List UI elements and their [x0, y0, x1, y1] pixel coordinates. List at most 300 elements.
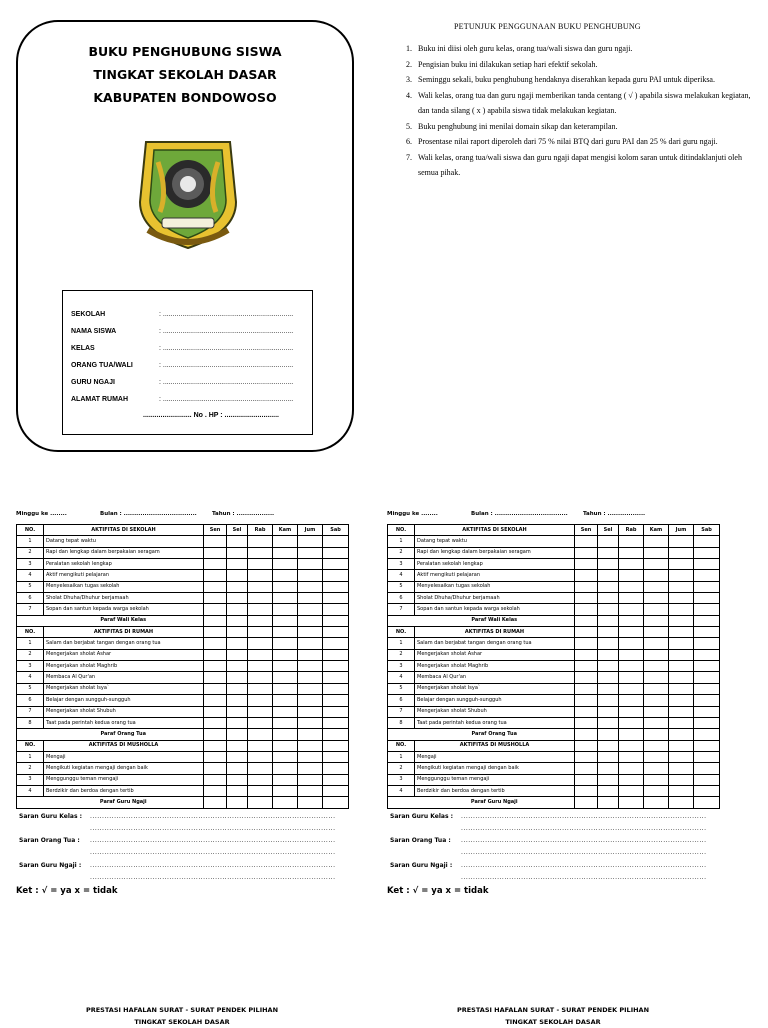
signature-cell[interactable]	[644, 797, 669, 808]
check-cell[interactable]	[598, 593, 619, 604]
check-cell[interactable]	[273, 627, 298, 638]
check-cell[interactable]	[619, 570, 644, 581]
check-cell[interactable]	[598, 604, 619, 615]
check-cell[interactable]	[694, 593, 720, 604]
check-cell[interactable]	[323, 774, 349, 785]
check-cell[interactable]	[298, 774, 323, 785]
check-cell[interactable]	[598, 774, 619, 785]
check-cell[interactable]	[248, 774, 273, 785]
check-cell[interactable]	[575, 661, 598, 672]
check-cell[interactable]	[248, 751, 273, 762]
check-cell[interactable]	[644, 581, 669, 592]
signature-cell[interactable]	[298, 797, 323, 808]
check-cell[interactable]	[619, 695, 644, 706]
check-cell[interactable]	[669, 604, 694, 615]
check-cell[interactable]	[669, 661, 694, 672]
check-cell[interactable]	[575, 695, 598, 706]
check-cell[interactable]	[248, 638, 273, 649]
check-cell[interactable]	[204, 785, 227, 796]
check-cell[interactable]	[204, 570, 227, 581]
check-cell[interactable]	[644, 717, 669, 728]
check-cell[interactable]	[298, 649, 323, 660]
saran-guru-kelas-input[interactable]: ......................................................................................................	[461, 812, 707, 820]
saran-guru-ngaji-input[interactable]: ......................................................................................................	[90, 861, 336, 869]
check-cell[interactable]	[575, 706, 598, 717]
kelas-field[interactable]: : ...................................................................	[159, 345, 294, 352]
check-cell[interactable]	[323, 547, 349, 558]
signature-cell[interactable]	[669, 615, 694, 626]
check-cell[interactable]	[669, 638, 694, 649]
check-cell[interactable]	[273, 717, 298, 728]
signature-cell[interactable]	[644, 615, 669, 626]
check-cell[interactable]	[227, 536, 248, 547]
check-cell[interactable]	[669, 751, 694, 762]
check-cell[interactable]	[598, 649, 619, 660]
check-cell[interactable]	[273, 661, 298, 672]
check-cell[interactable]	[598, 706, 619, 717]
saran-orang-tua-input-2[interactable]: ......................................................................................................	[90, 848, 336, 856]
check-cell[interactable]	[619, 638, 644, 649]
check-cell[interactable]	[273, 547, 298, 558]
orang-tua-field[interactable]: : ...................................................................	[159, 362, 294, 369]
check-cell[interactable]	[204, 547, 227, 558]
check-cell[interactable]	[575, 649, 598, 660]
check-cell[interactable]	[204, 751, 227, 762]
check-cell[interactable]	[575, 672, 598, 683]
saran-guru-kelas-input-2[interactable]: ......................................................................................................	[90, 824, 336, 832]
check-cell[interactable]	[669, 547, 694, 558]
signature-cell[interactable]	[323, 797, 349, 808]
check-cell[interactable]	[298, 547, 323, 558]
check-cell[interactable]	[644, 785, 669, 796]
check-cell[interactable]	[694, 661, 720, 672]
signature-cell[interactable]	[598, 797, 619, 808]
check-cell[interactable]	[248, 785, 273, 796]
signature-cell[interactable]	[248, 797, 273, 808]
check-cell[interactable]	[694, 547, 720, 558]
check-cell[interactable]	[694, 763, 720, 774]
check-cell[interactable]	[248, 649, 273, 660]
check-cell[interactable]	[644, 661, 669, 672]
check-cell[interactable]	[598, 547, 619, 558]
check-cell[interactable]	[598, 717, 619, 728]
check-cell[interactable]	[273, 638, 298, 649]
check-cell[interactable]	[204, 763, 227, 774]
check-cell[interactable]	[575, 593, 598, 604]
check-cell[interactable]	[669, 683, 694, 694]
check-cell[interactable]	[669, 627, 694, 638]
check-cell[interactable]	[575, 536, 598, 547]
check-cell[interactable]	[227, 559, 248, 570]
signature-cell[interactable]	[227, 729, 248, 740]
check-cell[interactable]	[644, 559, 669, 570]
check-cell[interactable]	[298, 627, 323, 638]
signature-cell[interactable]	[694, 615, 720, 626]
check-cell[interactable]	[598, 581, 619, 592]
check-cell[interactable]	[694, 695, 720, 706]
check-cell[interactable]	[694, 740, 720, 751]
saran-guru-ngaji-input-2[interactable]: ......................................................................................................	[90, 873, 336, 881]
check-cell[interactable]	[248, 717, 273, 728]
check-cell[interactable]	[298, 785, 323, 796]
check-cell[interactable]	[598, 570, 619, 581]
check-cell[interactable]	[273, 536, 298, 547]
check-cell[interactable]	[298, 570, 323, 581]
check-cell[interactable]	[227, 751, 248, 762]
saran-orang-tua-input[interactable]: ......................................................................................................	[90, 836, 336, 844]
check-cell[interactable]	[669, 593, 694, 604]
check-cell[interactable]	[298, 661, 323, 672]
check-cell[interactable]	[248, 604, 273, 615]
check-cell[interactable]	[248, 740, 273, 751]
check-cell[interactable]	[204, 695, 227, 706]
check-cell[interactable]	[323, 717, 349, 728]
check-cell[interactable]	[694, 559, 720, 570]
check-cell[interactable]	[204, 683, 227, 694]
check-cell[interactable]	[619, 604, 644, 615]
check-cell[interactable]	[323, 763, 349, 774]
signature-cell[interactable]	[204, 729, 227, 740]
signature-cell[interactable]	[323, 615, 349, 626]
check-cell[interactable]	[227, 593, 248, 604]
check-cell[interactable]	[248, 581, 273, 592]
check-cell[interactable]	[248, 536, 273, 547]
check-cell[interactable]	[644, 649, 669, 660]
check-cell[interactable]	[669, 536, 694, 547]
signature-cell[interactable]	[619, 797, 644, 808]
check-cell[interactable]	[619, 547, 644, 558]
signature-cell[interactable]	[575, 797, 598, 808]
check-cell[interactable]	[204, 706, 227, 717]
check-cell[interactable]	[644, 570, 669, 581]
signature-cell[interactable]	[227, 615, 248, 626]
check-cell[interactable]	[204, 638, 227, 649]
check-cell[interactable]	[575, 785, 598, 796]
check-cell[interactable]	[323, 695, 349, 706]
alamat-field[interactable]: : ...................................................................	[159, 396, 294, 403]
check-cell[interactable]	[204, 717, 227, 728]
check-cell[interactable]	[248, 627, 273, 638]
check-cell[interactable]	[575, 604, 598, 615]
check-cell[interactable]	[248, 559, 273, 570]
saran-orang-tua-input[interactable]: ......................................................................................................	[461, 836, 707, 844]
signature-cell[interactable]	[694, 797, 720, 808]
check-cell[interactable]	[575, 581, 598, 592]
check-cell[interactable]	[694, 751, 720, 762]
check-cell[interactable]	[644, 638, 669, 649]
check-cell[interactable]	[273, 649, 298, 660]
check-cell[interactable]	[273, 593, 298, 604]
check-cell[interactable]	[323, 604, 349, 615]
check-cell[interactable]	[575, 763, 598, 774]
signature-cell[interactable]	[694, 729, 720, 740]
check-cell[interactable]	[575, 717, 598, 728]
check-cell[interactable]	[575, 559, 598, 570]
check-cell[interactable]	[619, 751, 644, 762]
check-cell[interactable]	[227, 740, 248, 751]
check-cell[interactable]	[619, 683, 644, 694]
check-cell[interactable]	[598, 740, 619, 751]
sekolah-field[interactable]: : ...................................................................	[159, 311, 294, 318]
check-cell[interactable]	[644, 774, 669, 785]
signature-cell[interactable]	[598, 729, 619, 740]
signature-cell[interactable]	[669, 797, 694, 808]
check-cell[interactable]	[298, 581, 323, 592]
check-cell[interactable]	[669, 581, 694, 592]
saran-guru-ngaji-input[interactable]: ......................................................................................................	[461, 861, 707, 869]
check-cell[interactable]	[598, 627, 619, 638]
signature-cell[interactable]	[204, 615, 227, 626]
check-cell[interactable]	[204, 649, 227, 660]
check-cell[interactable]	[204, 627, 227, 638]
check-cell[interactable]	[669, 706, 694, 717]
check-cell[interactable]	[619, 649, 644, 660]
check-cell[interactable]	[644, 593, 669, 604]
check-cell[interactable]	[204, 604, 227, 615]
check-cell[interactable]	[248, 570, 273, 581]
check-cell[interactable]	[227, 717, 248, 728]
check-cell[interactable]	[598, 672, 619, 683]
check-cell[interactable]	[227, 627, 248, 638]
signature-cell[interactable]	[619, 729, 644, 740]
check-cell[interactable]	[273, 706, 298, 717]
check-cell[interactable]	[644, 751, 669, 762]
signature-cell[interactable]	[598, 615, 619, 626]
check-cell[interactable]	[619, 536, 644, 547]
check-cell[interactable]	[248, 672, 273, 683]
check-cell[interactable]	[694, 785, 720, 796]
check-cell[interactable]	[323, 706, 349, 717]
check-cell[interactable]	[644, 672, 669, 683]
check-cell[interactable]	[273, 581, 298, 592]
check-cell[interactable]	[298, 604, 323, 615]
check-cell[interactable]	[273, 683, 298, 694]
check-cell[interactable]	[669, 559, 694, 570]
check-cell[interactable]	[323, 649, 349, 660]
check-cell[interactable]	[227, 649, 248, 660]
check-cell[interactable]	[323, 570, 349, 581]
check-cell[interactable]	[227, 695, 248, 706]
check-cell[interactable]	[575, 740, 598, 751]
saran-guru-kelas-input[interactable]: ......................................................................................................	[90, 812, 336, 820]
check-cell[interactable]	[227, 672, 248, 683]
signature-cell[interactable]	[575, 615, 598, 626]
signature-cell[interactable]	[298, 615, 323, 626]
check-cell[interactable]	[227, 706, 248, 717]
check-cell[interactable]	[248, 683, 273, 694]
check-cell[interactable]	[598, 661, 619, 672]
check-cell[interactable]	[644, 547, 669, 558]
check-cell[interactable]	[323, 638, 349, 649]
check-cell[interactable]	[273, 570, 298, 581]
check-cell[interactable]	[669, 570, 694, 581]
check-cell[interactable]	[644, 627, 669, 638]
check-cell[interactable]	[273, 785, 298, 796]
check-cell[interactable]	[227, 638, 248, 649]
check-cell[interactable]	[598, 536, 619, 547]
saran-guru-kelas-input-2[interactable]: ......................................................................................................	[461, 824, 707, 832]
check-cell[interactable]	[227, 581, 248, 592]
check-cell[interactable]	[298, 672, 323, 683]
check-cell[interactable]	[598, 683, 619, 694]
check-cell[interactable]	[619, 559, 644, 570]
hp-field[interactable]: ......................... No . HP : ............................	[143, 412, 280, 419]
check-cell[interactable]	[204, 672, 227, 683]
check-cell[interactable]	[323, 559, 349, 570]
check-cell[interactable]	[248, 763, 273, 774]
check-cell[interactable]	[619, 593, 644, 604]
check-cell[interactable]	[273, 559, 298, 570]
check-cell[interactable]	[598, 559, 619, 570]
check-cell[interactable]	[644, 740, 669, 751]
check-cell[interactable]	[323, 661, 349, 672]
check-cell[interactable]	[204, 740, 227, 751]
check-cell[interactable]	[694, 717, 720, 728]
check-cell[interactable]	[644, 683, 669, 694]
check-cell[interactable]	[204, 774, 227, 785]
check-cell[interactable]	[227, 785, 248, 796]
check-cell[interactable]	[694, 604, 720, 615]
check-cell[interactable]	[619, 661, 644, 672]
check-cell[interactable]	[694, 683, 720, 694]
check-cell[interactable]	[575, 774, 598, 785]
check-cell[interactable]	[619, 763, 644, 774]
check-cell[interactable]	[694, 627, 720, 638]
check-cell[interactable]	[669, 695, 694, 706]
signature-cell[interactable]	[644, 729, 669, 740]
check-cell[interactable]	[248, 661, 273, 672]
check-cell[interactable]	[323, 536, 349, 547]
check-cell[interactable]	[694, 774, 720, 785]
check-cell[interactable]	[669, 717, 694, 728]
check-cell[interactable]	[644, 695, 669, 706]
check-cell[interactable]	[323, 581, 349, 592]
check-cell[interactable]	[575, 751, 598, 762]
check-cell[interactable]	[298, 751, 323, 762]
check-cell[interactable]	[669, 672, 694, 683]
check-cell[interactable]	[598, 763, 619, 774]
check-cell[interactable]	[204, 581, 227, 592]
check-cell[interactable]	[575, 638, 598, 649]
check-cell[interactable]	[204, 661, 227, 672]
check-cell[interactable]	[323, 627, 349, 638]
check-cell[interactable]	[694, 672, 720, 683]
check-cell[interactable]	[248, 547, 273, 558]
check-cell[interactable]	[323, 593, 349, 604]
check-cell[interactable]	[669, 785, 694, 796]
check-cell[interactable]	[669, 763, 694, 774]
signature-cell[interactable]	[227, 797, 248, 808]
signature-cell[interactable]	[273, 797, 298, 808]
check-cell[interactable]	[227, 661, 248, 672]
check-cell[interactable]	[298, 683, 323, 694]
check-cell[interactable]	[248, 695, 273, 706]
check-cell[interactable]	[323, 785, 349, 796]
check-cell[interactable]	[227, 570, 248, 581]
check-cell[interactable]	[204, 593, 227, 604]
check-cell[interactable]	[644, 706, 669, 717]
check-cell[interactable]	[575, 683, 598, 694]
signature-cell[interactable]	[204, 797, 227, 808]
check-cell[interactable]	[694, 706, 720, 717]
check-cell[interactable]	[644, 763, 669, 774]
check-cell[interactable]	[644, 536, 669, 547]
check-cell[interactable]	[298, 763, 323, 774]
check-cell[interactable]	[669, 649, 694, 660]
check-cell[interactable]	[273, 774, 298, 785]
check-cell[interactable]	[598, 695, 619, 706]
check-cell[interactable]	[598, 638, 619, 649]
check-cell[interactable]	[575, 547, 598, 558]
check-cell[interactable]	[694, 536, 720, 547]
check-cell[interactable]	[694, 581, 720, 592]
check-cell[interactable]	[227, 774, 248, 785]
check-cell[interactable]	[323, 751, 349, 762]
check-cell[interactable]	[273, 672, 298, 683]
check-cell[interactable]	[204, 536, 227, 547]
check-cell[interactable]	[575, 627, 598, 638]
check-cell[interactable]	[298, 593, 323, 604]
check-cell[interactable]	[323, 672, 349, 683]
check-cell[interactable]	[619, 627, 644, 638]
saran-orang-tua-input-2[interactable]: ......................................................................................................	[461, 848, 707, 856]
check-cell[interactable]	[619, 717, 644, 728]
check-cell[interactable]	[227, 604, 248, 615]
check-cell[interactable]	[273, 751, 298, 762]
check-cell[interactable]	[248, 593, 273, 604]
check-cell[interactable]	[644, 604, 669, 615]
signature-cell[interactable]	[619, 615, 644, 626]
check-cell[interactable]	[575, 570, 598, 581]
signature-cell[interactable]	[575, 729, 598, 740]
signature-cell[interactable]	[273, 729, 298, 740]
check-cell[interactable]	[298, 695, 323, 706]
check-cell[interactable]	[598, 751, 619, 762]
saran-guru-ngaji-input-2[interactable]: ......................................................................................................	[461, 873, 707, 881]
check-cell[interactable]	[619, 672, 644, 683]
signature-cell[interactable]	[323, 729, 349, 740]
check-cell[interactable]	[669, 774, 694, 785]
check-cell[interactable]	[298, 740, 323, 751]
check-cell[interactable]	[619, 774, 644, 785]
check-cell[interactable]	[298, 717, 323, 728]
check-cell[interactable]	[273, 604, 298, 615]
signature-cell[interactable]	[273, 615, 298, 626]
signature-cell[interactable]	[248, 615, 273, 626]
check-cell[interactable]	[273, 695, 298, 706]
check-cell[interactable]	[694, 638, 720, 649]
signature-cell[interactable]	[298, 729, 323, 740]
check-cell[interactable]	[598, 785, 619, 796]
signature-cell[interactable]	[669, 729, 694, 740]
check-cell[interactable]	[273, 740, 298, 751]
check-cell[interactable]	[323, 683, 349, 694]
guru-ngaji-field[interactable]: : ...................................................................	[159, 379, 294, 386]
signature-cell[interactable]	[248, 729, 273, 740]
check-cell[interactable]	[227, 547, 248, 558]
check-cell[interactable]	[298, 638, 323, 649]
check-cell[interactable]	[619, 785, 644, 796]
check-cell[interactable]	[298, 536, 323, 547]
check-cell[interactable]	[669, 740, 694, 751]
nama-siswa-field[interactable]: : ...................................................................	[159, 328, 294, 335]
check-cell[interactable]	[694, 649, 720, 660]
check-cell[interactable]	[273, 763, 298, 774]
check-cell[interactable]	[619, 740, 644, 751]
check-cell[interactable]	[323, 740, 349, 751]
check-cell[interactable]	[227, 763, 248, 774]
check-cell[interactable]	[298, 559, 323, 570]
